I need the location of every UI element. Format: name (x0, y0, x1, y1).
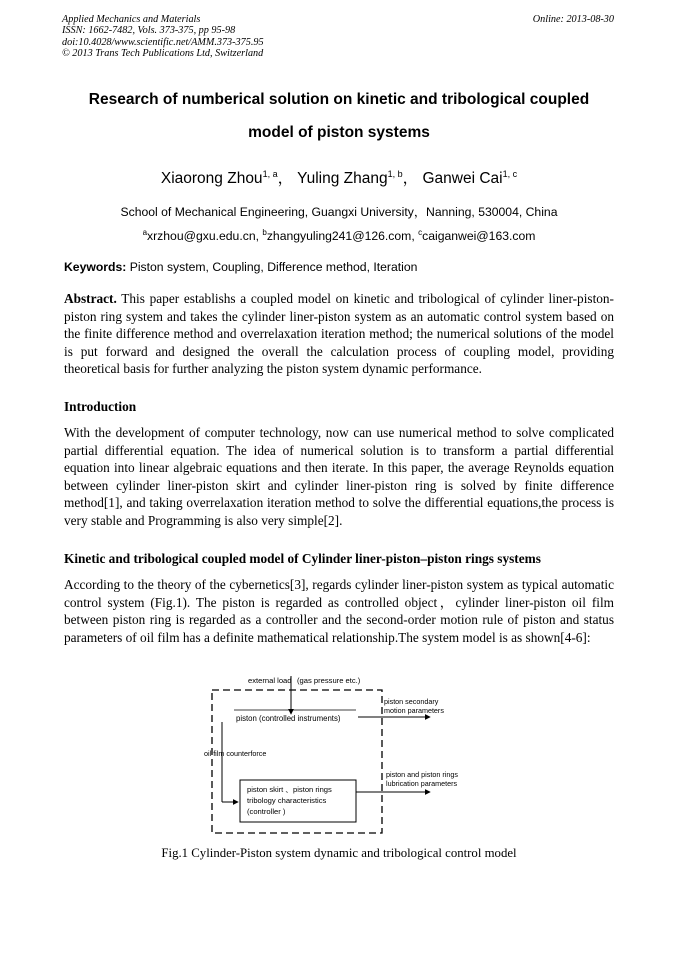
controller-label-3: (controller ) (247, 807, 286, 816)
journal-name: Applied Mechanics and Materials (62, 14, 201, 25)
piston-box-label: piston (controlled instruments) (236, 714, 341, 723)
figure-caption: Fig.1 Cylinder-Piston system dynamic and tribological control model (161, 846, 517, 860)
email-mark: a (142, 228, 148, 237)
paper-title-line-2: model of piston systems (248, 124, 430, 141)
introduction-text: With the development of computer technology, now can use numerical method to solve complicated partial differential equation. The idea of numerical solution is to transform a partial differential equation into linear algebraic equations and then iterate. In this paper, the average Reynolds equation between cylinder liner-piston skirt and cylinder liner-piston ring is solved by finite difference method[1], and taking overrelaxation iteration method to solve the differential equations,the process is very stable and Programming is also very simple[2]. (64, 425, 614, 528)
author-affil-mark: 1, c (502, 169, 518, 179)
journal-header (62, 14, 264, 60)
email-list (40, 228, 638, 243)
copyright-line: © 2013 Trans Tech Publications Ltd, Switzerland (62, 48, 264, 60)
email-mark: c (418, 228, 423, 237)
secondary-motion-label-2: motion parameters (384, 706, 444, 715)
author-name: Xiaorong Zhou (160, 170, 263, 187)
abstract-text: This paper establishs a coupled model on kinetic and tribological of cylinder liner-piston-piston ring system and takes the cylinder liner-piston system as an automatic control system based on the finite difference method and overrelaxation iteration method; the numerical solutions of the model is put forward and designed the overall the calculation process of coupling model, providing theoretical basis for further analyzing the piston system dynamic performance. (64, 291, 614, 377)
lubrication-label-1: piston and piston rings (386, 770, 458, 779)
keywords (64, 260, 417, 274)
author-separator: ， (402, 170, 419, 187)
author-name: Yuling Zhang (297, 170, 388, 187)
control-model-diagram (198, 668, 498, 848)
email-address: caiganwei@163.com (422, 229, 536, 243)
email-address: xrzhou@gxu.edu.cn, (147, 229, 263, 243)
abstract-label: Abstract. (64, 291, 117, 306)
gas-pressure-label: (gas pressure etc.) (297, 676, 361, 685)
paper-title-line-1: Research of numberical solution on kinetic and tribological coupled (88, 91, 590, 108)
email-address: zhangyuling241@126.com, (266, 229, 419, 243)
issn-line: ISSN: 1662-7482, Vols. 373-375, pp 95-98 (62, 25, 236, 37)
keywords-label: Keywords: (64, 260, 127, 274)
author-affil-mark: 1, b (387, 169, 403, 179)
online-date: Online: 2013-08-30 (532, 14, 614, 25)
controller-label-2: tribology characteristics (247, 796, 327, 805)
author-list (40, 166, 638, 188)
controller-label-1: piston skirt 、piston rings (247, 785, 332, 794)
introduction-heading: Introduction (64, 399, 137, 414)
keywords-text: Piston system, Coupling, Difference method, Iteration (126, 260, 418, 274)
affiliation: School of Mechanical Engineering, Guangxi University，Nanning, 530004, China (120, 205, 558, 219)
author-name: Ganwei Cai (422, 170, 503, 187)
email-mark: b (262, 228, 267, 237)
doi-line: doi:10.4028/www.scientific.net/AMM.373-375.95 (62, 36, 264, 48)
kinetic-section-heading: Kinetic and tribological coupled model of Cylinder liner-piston–piston rings systems (64, 551, 541, 566)
author-separator: ， (277, 170, 294, 187)
abstract (64, 290, 614, 378)
secondary-motion-label-1: piston secondary (384, 697, 439, 706)
external-load-label: external load (248, 676, 292, 685)
kinetic-section-text: According to the theory of the cybernetics[3], regards cylinder liner-piston system as typical automatic control system (Fig.1). The piston is regarded as controlled object，cylinder liner-piston oil film between piston ring is regarded as a controller and the second-order motion rule of piston and status parameters of oil film has a definite mathematical relationship.The system model is as shown[4-6]: (64, 577, 614, 645)
oil-film-counterforce-label: oil film counterforce (204, 749, 267, 758)
author-affil-mark: 1, a (262, 169, 278, 179)
lubrication-label-2: lubrication parameters (386, 779, 458, 788)
